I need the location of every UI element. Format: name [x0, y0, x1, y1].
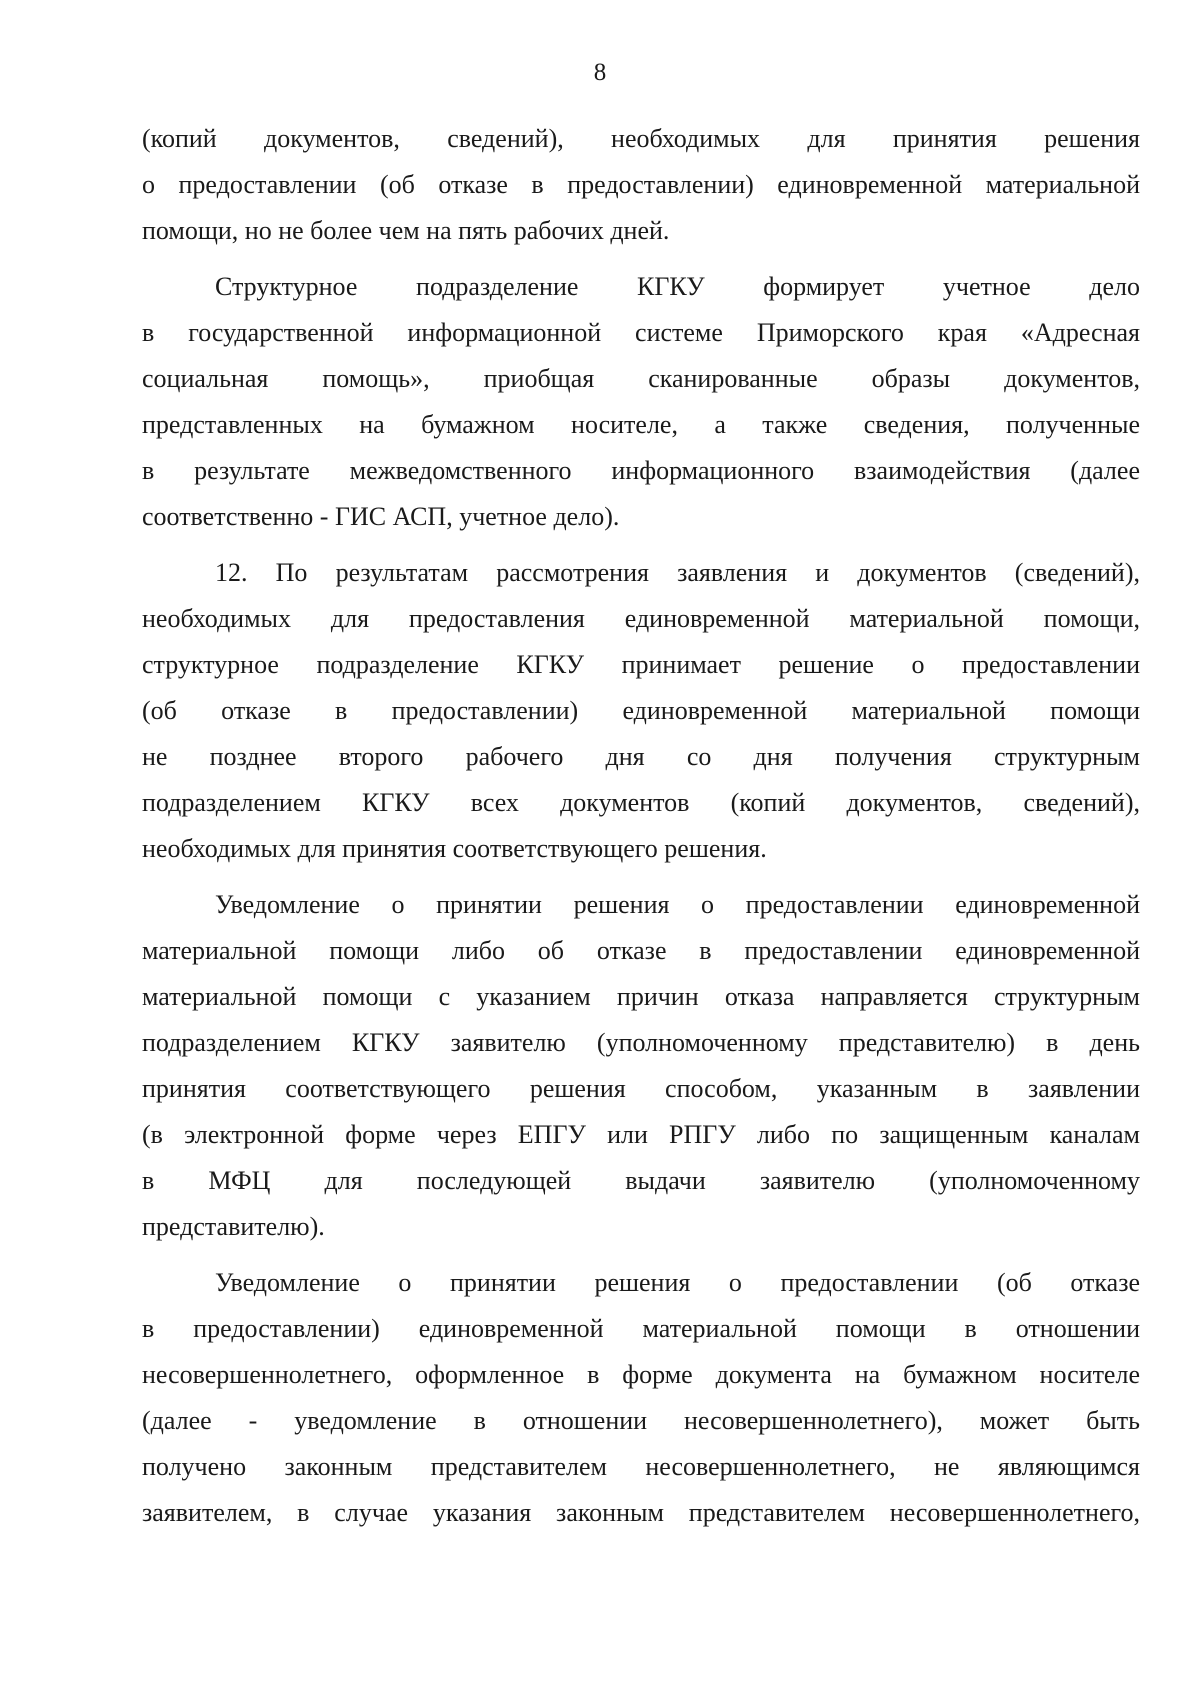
text-line: материальной помощи либо об отказе в предоставлении единовременной [142, 936, 1140, 965]
text-line: 12. По результатам рассмотрения заявления и документов (сведений), [215, 558, 1140, 587]
text-line: принятия соответствующего решения способом, указанным в заявлении [142, 1074, 1140, 1103]
text-line: необходимых для принятия соответствующего решения. [142, 834, 767, 863]
text-line: в государственной информационной системе Приморского края «Адресная [142, 318, 1140, 347]
text-line: необходимых для предоставления единовременной материальной помощи, [142, 604, 1140, 633]
text-line: (об отказе в предоставлении) единовременной материальной помощи [142, 696, 1140, 725]
text-line: заявителем, в случае указания законным представителем несовершеннолетнего, [142, 1498, 1140, 1527]
text-line: получено законным представителем несовершеннолетнего, не являющимся [142, 1452, 1140, 1481]
text-line: о предоставлении (об отказе в предоставлении) единовременной материальной [142, 170, 1140, 199]
document-body [142, 116, 1140, 1536]
text-line: Структурное подразделение КГКУ формирует учетное дело [215, 272, 1140, 301]
text-line: материальной помощи с указанием причин отказа направляется структурным [142, 982, 1140, 1011]
text-line: подразделением КГКУ всех документов (копий документов, сведений), [142, 788, 1140, 817]
text-line: Уведомление о принятии решения о предоставлении (об отказе [215, 1268, 1140, 1297]
text-line: не позднее второго рабочего дня со дня получения структурным [142, 742, 1140, 771]
text-line: представителю). [142, 1212, 325, 1241]
page-number: 8 [593, 59, 607, 86]
text-line: соответственно - ГИС АСП, учетное дело). [142, 502, 620, 531]
text-line: представленных на бумажном носителе, а также сведения, полученные [142, 410, 1140, 439]
text-line: в предоставлении) единовременной материальной помощи в отношении [142, 1314, 1140, 1343]
text-line: подразделением КГКУ заявителю (уполномоченному представителю) в день [142, 1028, 1140, 1057]
text-line: (копий документов, сведений), необходимых для принятия решения [142, 124, 1140, 153]
text-line: структурное подразделение КГКУ принимает решение о предоставлении [142, 650, 1140, 679]
text-line: (далее - уведомление в отношении несовершеннолетнего), может быть [142, 1406, 1140, 1435]
text-line: социальная помощь», приобщая сканированные образы документов, [142, 364, 1140, 393]
text-line: несовершеннолетнего, оформленное в форме документа на бумажном носителе [142, 1360, 1140, 1389]
text-line: в МФЦ для последующей выдачи заявителю (уполномоченному [142, 1166, 1140, 1195]
text-line: Уведомление о принятии решения о предоставлении единовременной [215, 890, 1140, 919]
text-line: помощи, но не более чем на пять рабочих дней. [142, 216, 670, 245]
text-line: в результате межведомственного информационного взаимодействия (далее [142, 456, 1140, 485]
text-line: (в электронной форме через ЕПГУ или РПГУ либо по защищенным каналам [142, 1120, 1140, 1149]
